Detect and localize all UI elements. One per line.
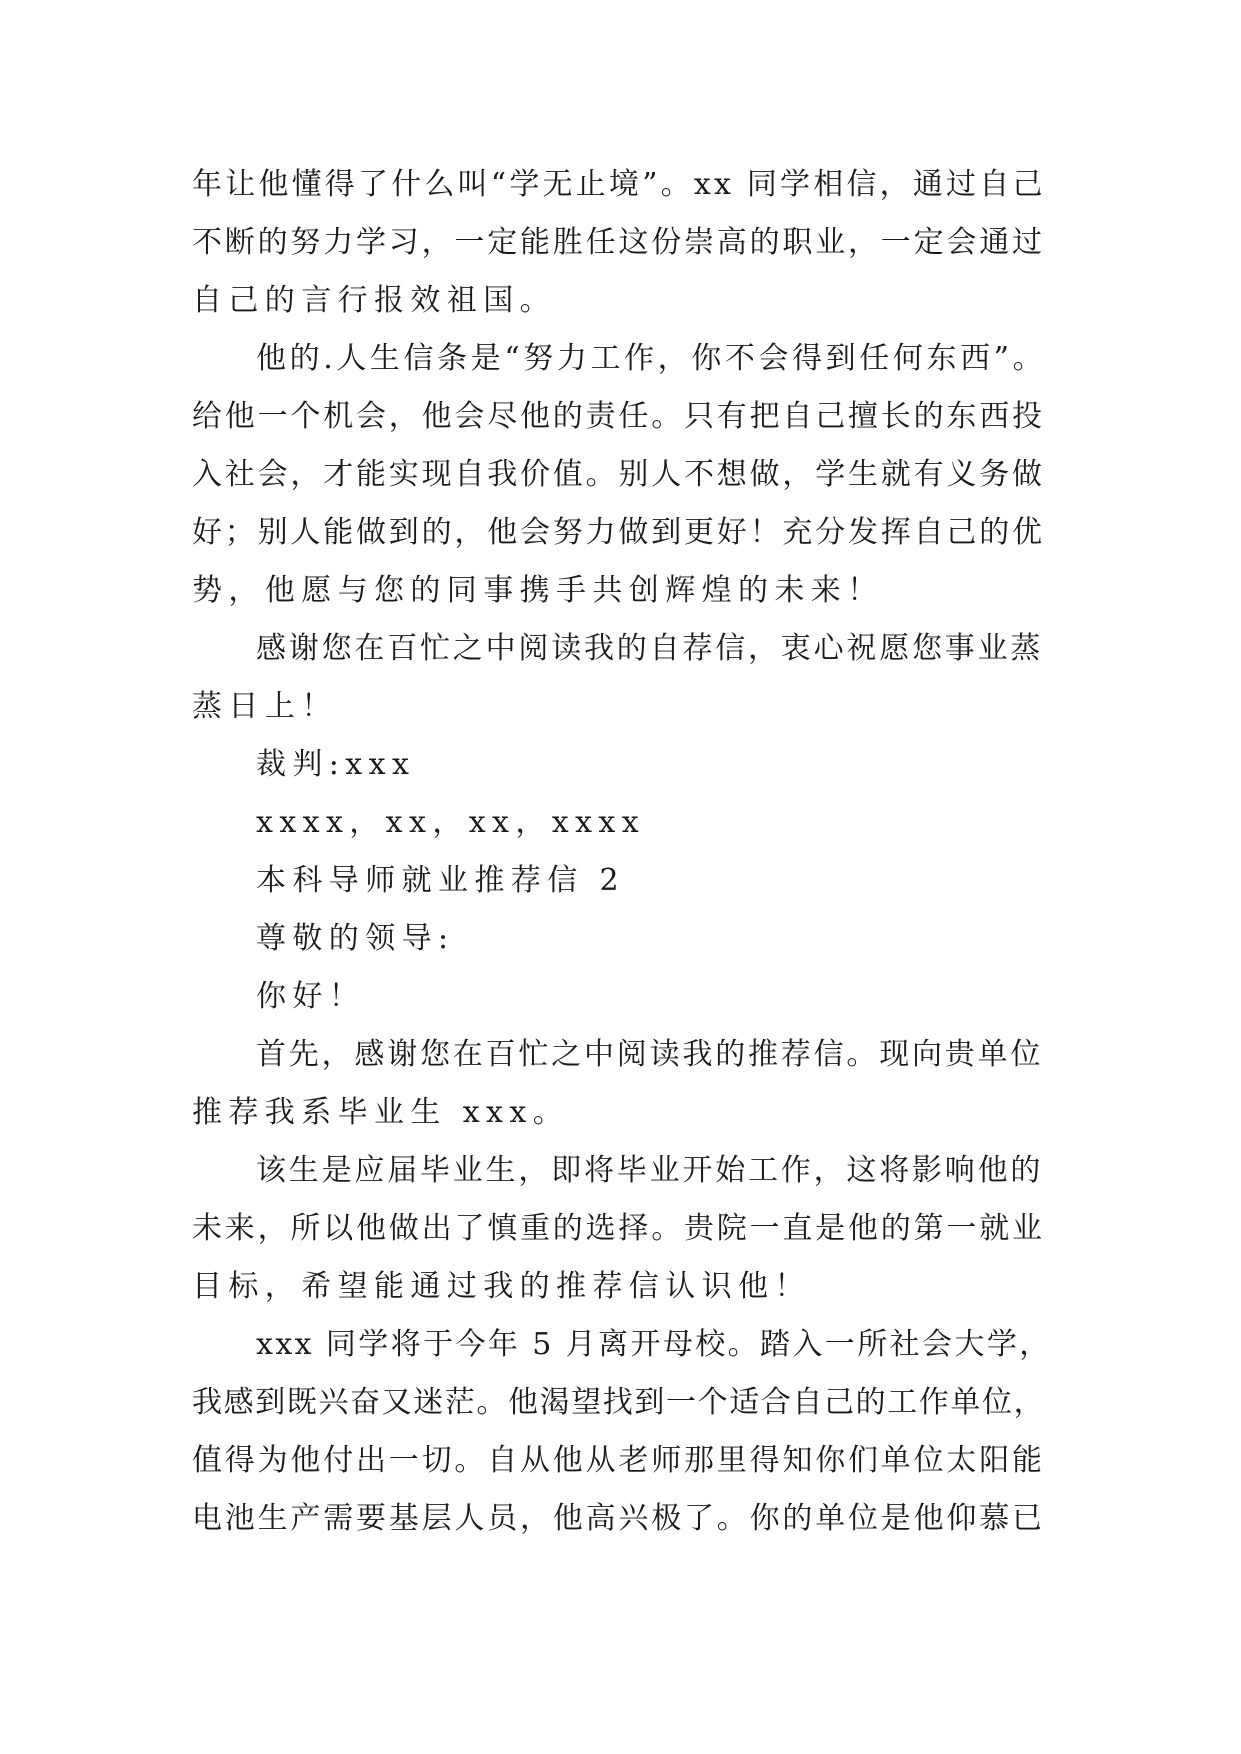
text-line: 入社会，才能实现自我价值。别人不想做，学生就有义务做 (192, 457, 1045, 492)
salutation: 尊敬的领导: (256, 921, 455, 956)
date-line: xxxx，xx，xx，xxxx (256, 805, 646, 840)
signature-line: 裁判:xxx (256, 747, 416, 782)
text-line: 电池生产需要基层人员，他高兴极了。你的单位是他仰慕已 (192, 1501, 1045, 1536)
text-line: 势，他愿与您的同事携手共创辉煌的未来！ (192, 573, 884, 608)
text-line: 蒸日上！ (192, 689, 338, 724)
text-line: 年让他懂得了什么叫“学无止境”。xx 同学相信，通过自己 (192, 167, 1046, 202)
section-title: 本科导师就业推荐信 2 (256, 863, 626, 898)
text-line: 推荐我系毕业生 xxx。 (192, 1095, 570, 1130)
text-line: 好；别人能做到的，他会努力做到更好！充分发挥自己的优 (192, 515, 1045, 550)
text-line: 值得为他付出一切。自从他从老师那里得知你们单位太阳能 (192, 1443, 1045, 1478)
text-line: 目标，希望能通过我的推荐信认识他！ (192, 1269, 811, 1304)
greeting: 你好！ (256, 979, 366, 1014)
text-line: 他的.人生信条是“努力工作，你不会得到任何东西”。 (256, 341, 1047, 376)
text-line: 感谢您在百忙之中阅读我的自荐信，衷心祝愿您事业蒸 (256, 631, 1044, 666)
text-line: 未来，所以他做出了慎重的选择。贵院一直是他的第一就业 (192, 1211, 1045, 1246)
text-line: 自己的言行报效祖国。 (192, 283, 556, 318)
text-line: 首先，感谢您在百忙之中阅读我的推荐信。现向贵单位 (256, 1037, 1044, 1072)
text-line: 不断的努力学习，一定能胜任这份崇高的职业，一定会通过 (192, 225, 1045, 260)
text-line: 我感到既兴奋又迷茫。他渴望找到一个适合自己的工作单位， (192, 1385, 1046, 1420)
text-line: 给他一个机会，他会尽他的责任。只有把自己擅长的东西投 (192, 399, 1045, 434)
text-line: xxx 同学将于今年 5 月离开母校。踏入一所社会大学， (256, 1327, 1052, 1362)
text-line: 该生是应届毕业生，即将毕业开始工作，这将影响他的 (256, 1153, 1044, 1188)
